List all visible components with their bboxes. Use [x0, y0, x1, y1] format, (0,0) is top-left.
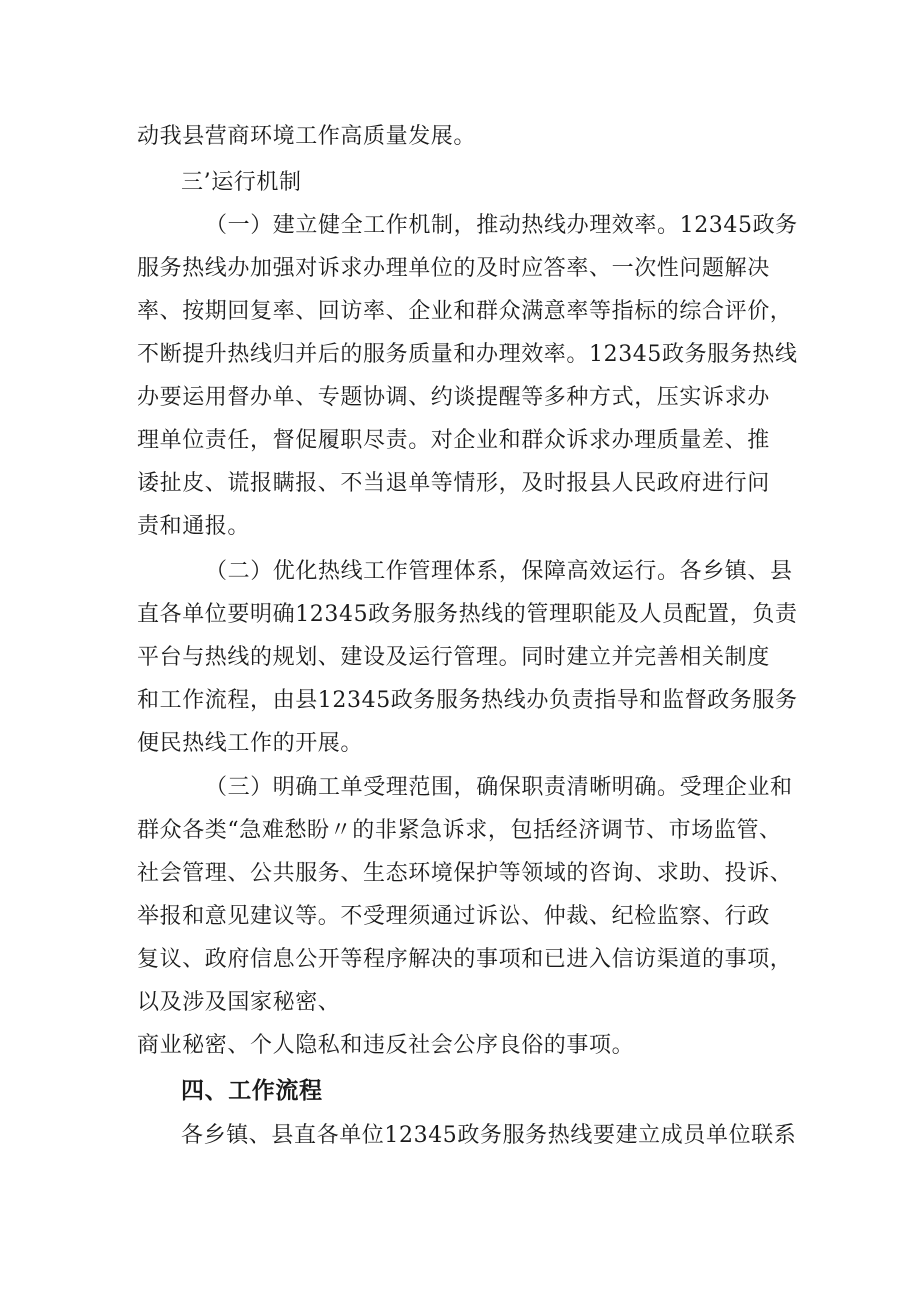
body-text-line: 理单位责任，督促履职尽责。对企业和群众诉求办理质量差、推 — [137, 428, 770, 453]
body-text-line: （一）建立健全工作机制，推动热线办理效率。12345政务 — [205, 213, 798, 238]
body-text-line: 和工作流程，由县12345政务服务热线办负责指导和监督政务服务 — [137, 688, 798, 713]
body-text-line: 群众各类“急难愁盼〃的非紧急诉求，包括经济调节、市场监管、 — [137, 818, 782, 843]
body-text-line: 以及涉及国家秘密、 — [137, 990, 341, 1015]
body-text-line: 服务热线办加强对诉求办理单位的及时应答率、一次性问题解决 — [137, 256, 770, 281]
body-text-line: 诿扯皮、谎报瞒报、不当退单等情形，及时报县人民政府进行问 — [137, 471, 770, 496]
body-text-line: 商业秘密、个人隐私和违反社会公序良俗的事项。 — [137, 1033, 635, 1058]
body-text-line: 便民热线工作的开展。 — [137, 731, 364, 756]
body-text-line: 平台与热线的规划、建设及运行管理。同时建立并完善相关制度 — [137, 645, 770, 670]
body-text-line: 直各单位要明确12345政务服务热线的管理职能及人员配置，负责 — [137, 602, 798, 627]
body-text-line: 各乡镇、县直各单位12345政务服务热线要建立成员单位联系 — [181, 1123, 797, 1148]
body-text-line: 率、按期回复率、回访率、企业和群众满意率等指标的综合评价， — [137, 299, 793, 324]
body-text-line: （三）明确工单受理范围，确保职责清晰明确。受理企业和 — [205, 775, 793, 800]
body-text-line: 动我县营商环境工作高质量发展。 — [137, 124, 477, 149]
section-heading-four: 四、工作流程 — [181, 1078, 323, 1104]
body-text-line: 举报和意见建议等。不受理须通过诉讼、仲裁、纪检监察、行政 — [137, 904, 770, 929]
body-text-line: 不断提升热线归并后的服务质量和办理效率。12345政务服务热线 — [137, 342, 798, 367]
body-text-line: 社会管理、公共服务、生态环境保护等领域的咨询、求助、投诉、 — [137, 861, 793, 886]
section-heading-three: 三’运行机制 — [181, 170, 302, 195]
body-text-line: 责和通报。 — [137, 514, 251, 539]
body-text-line: 复议、政府信息公开等程序解决的事项和已进入信访渠道的事项， — [137, 947, 793, 972]
body-text-line: （二）优化热线工作管理体系，保障高效运行。各乡镇、县 — [205, 559, 793, 584]
body-text-line: 办要运用督办单、专题协调、约谈提醒等多种方式，压实诉求办 — [137, 385, 770, 410]
